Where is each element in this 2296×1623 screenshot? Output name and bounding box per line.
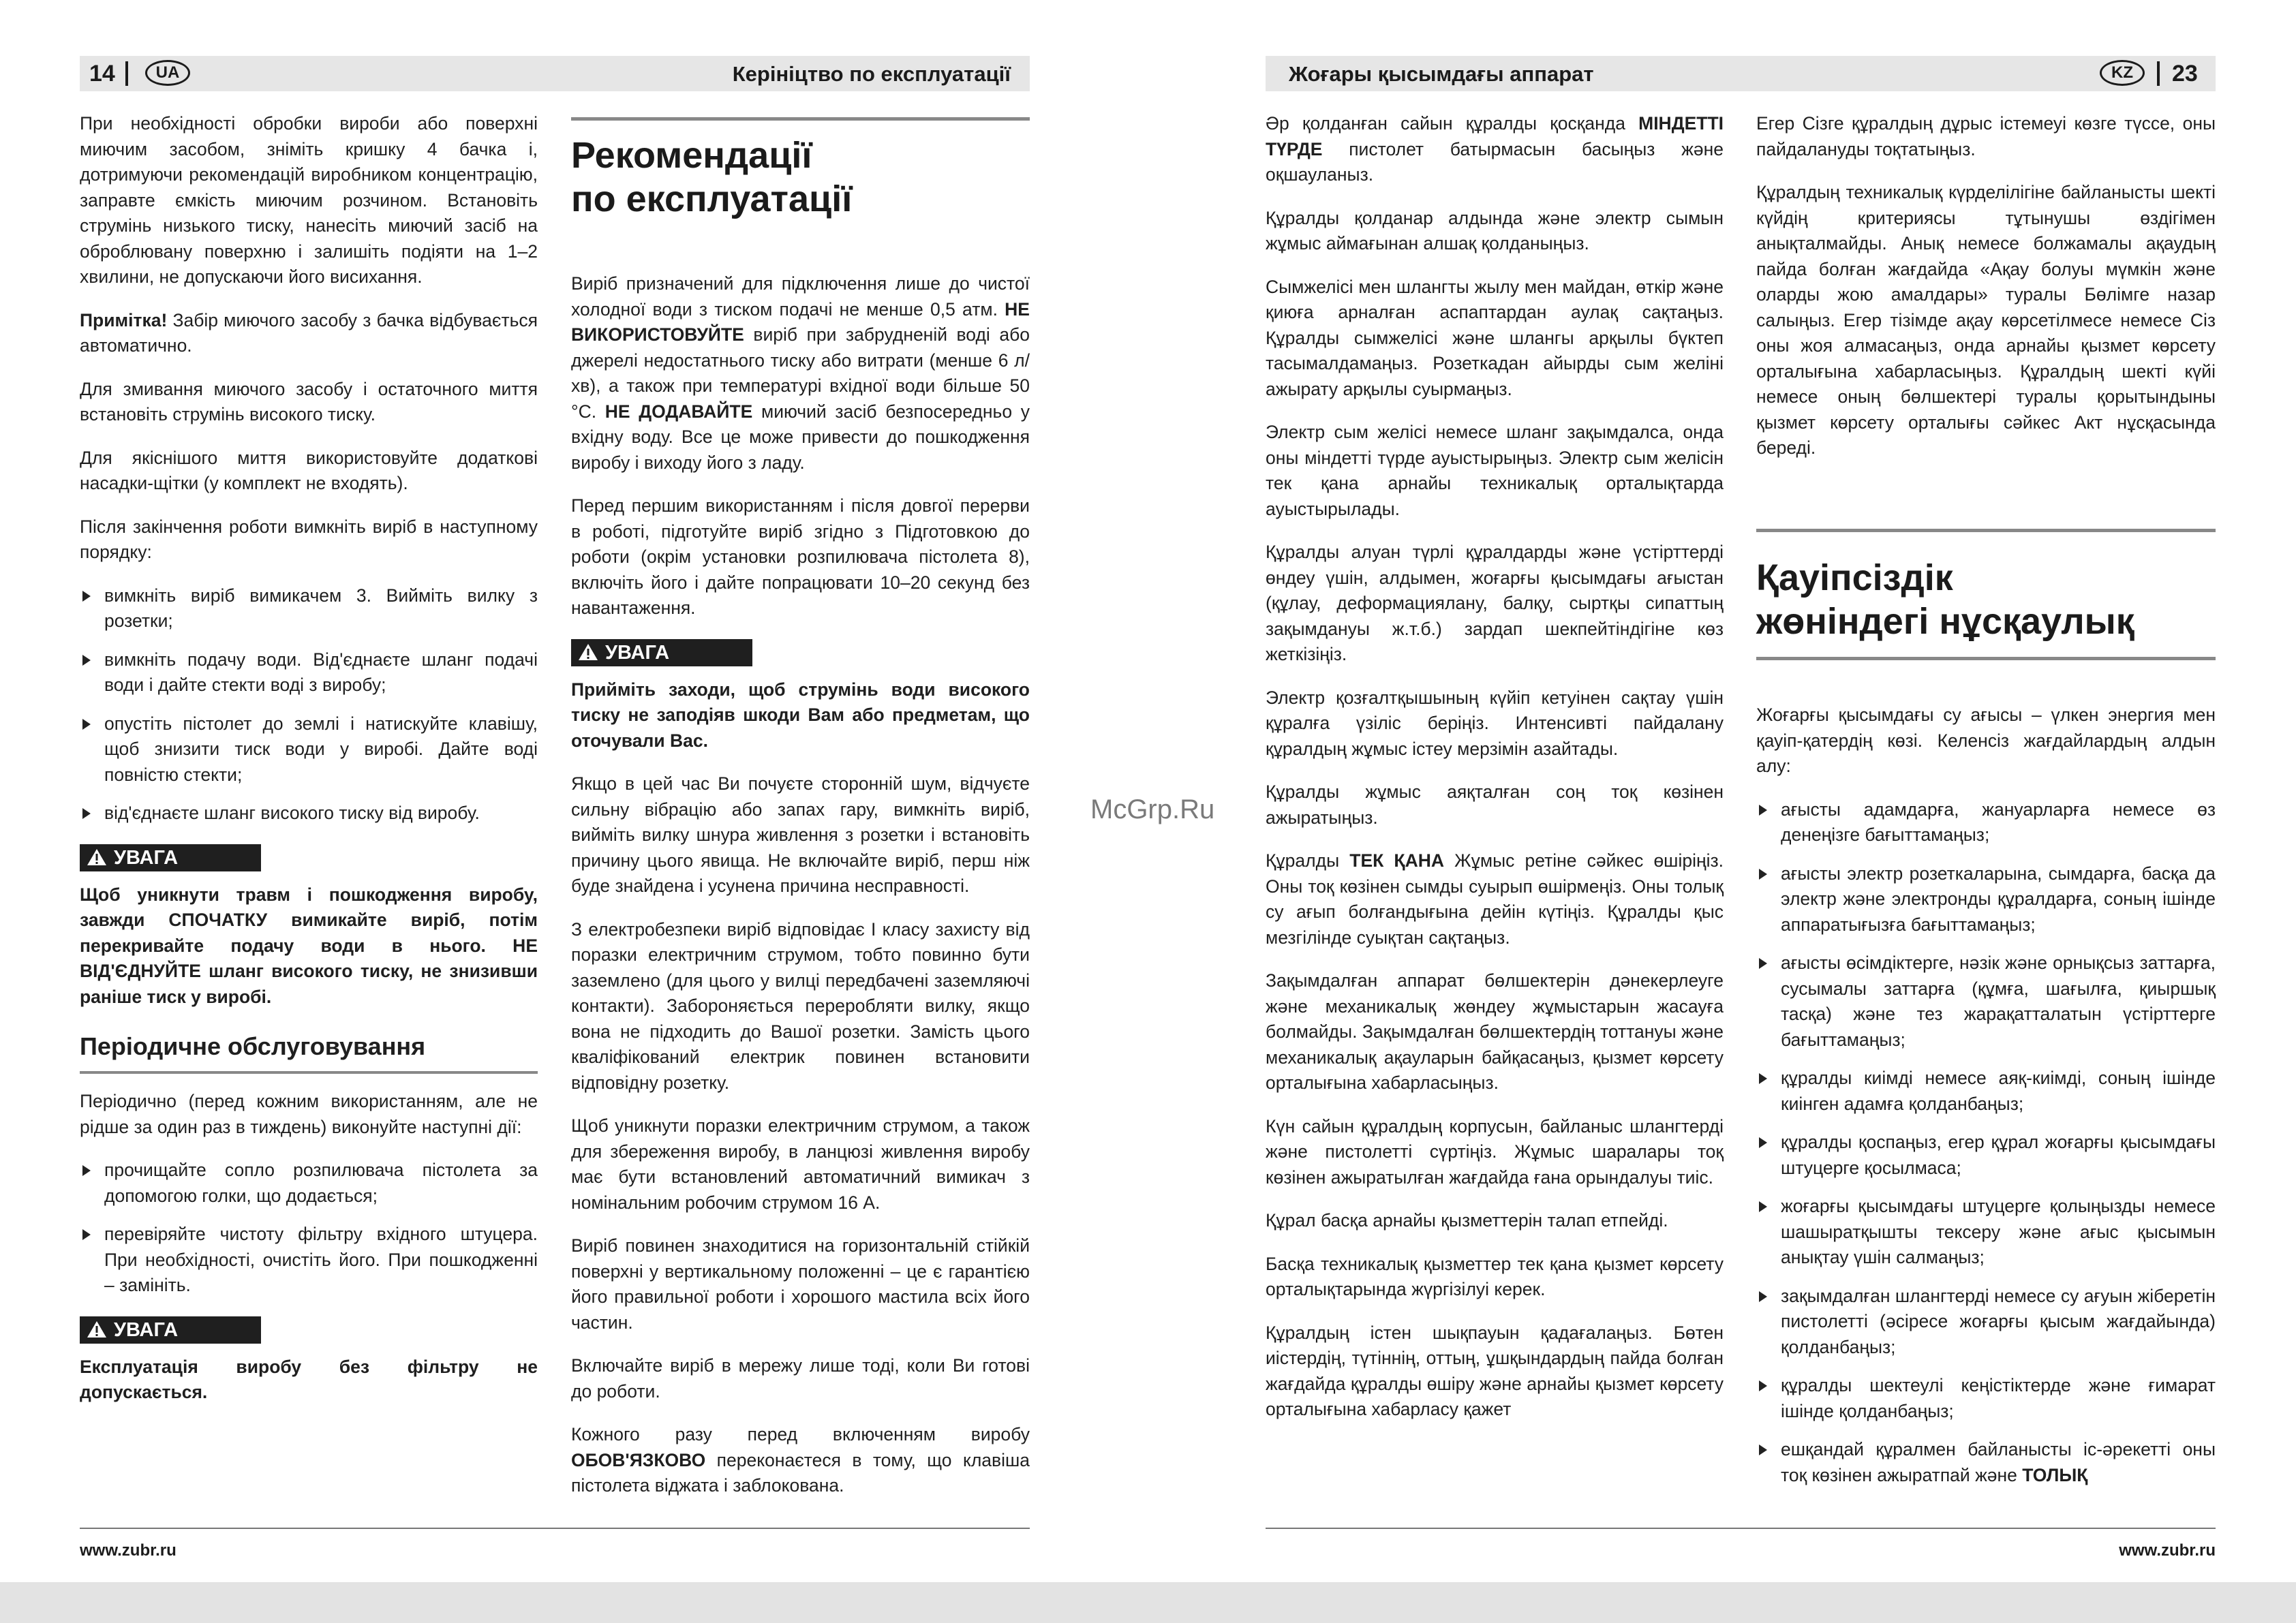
shutdown-steps-list <box>80 583 538 826</box>
section-top-rule <box>1756 529 2216 532</box>
paragraph: Виріб призначений для підключення лише до чистої холодної води з тиском подачі не менше 0,5 атм. НЕ ВИКОРИСТОВУЙТЕ виріб при забрудненій воді або джерелі недостатнього тиску або витрати (менше 6 л/хв), а також при температурі вхідної води більше 50 °С. НЕ ДОДАВАЙТЕ миючий засіб безпосередньо у вхідну воду. Все це може привести до пошкодження виробу і виходу його з ладу. <box>571 273 1030 473</box>
note-label: Примітка! <box>80 309 168 330</box>
list-item: перевіряйте чистоту фільтру вхідного штуцера. При необхідності, очистіть його. При пошкодженні – замініть. <box>80 1222 538 1299</box>
paragraph: Күн сайын құралдың корпусын, байланыс шлангтерді және пистолетті сүртіңіз. Жұмыс шаралары тоқ көзінен ажыратылған жағдайда ғана орындалуы тиіс. <box>1266 1115 1724 1188</box>
arrow-bullet-icon <box>82 591 91 602</box>
lang-badge-ua: UA <box>145 60 190 86</box>
footer-rule <box>80 1528 1030 1529</box>
arrow-bullet-icon <box>82 655 91 666</box>
section-top-rule <box>571 117 1030 121</box>
section-title: Рекомендації по експлуатації <box>571 135 853 219</box>
paragraph: Құралды жұмыс аяқталған соң тоқ көзінен ажыратыңыз. <box>1266 782 1724 828</box>
right-page <box>1148 0 2296 1623</box>
list-item: ешқандай құралмен байланысты іс-әрекетті оны тоқ көзінен ажыратпай және ТОЛЫҚ <box>1756 1437 2216 1488</box>
arrow-bullet-icon <box>82 1165 91 1176</box>
arrow-bullet-icon <box>1759 869 1767 880</box>
paragraph: Кожного разу перед включенням виробу ОБОВ'ЯЗКОВО переконаєтеся в тому, що клавіша пістолета віджата і заблокована. <box>571 1424 1030 1496</box>
footer-rule <box>1266 1528 2216 1529</box>
arrow-bullet-icon <box>1759 1291 1767 1302</box>
maintenance-list <box>80 1158 538 1299</box>
arrow-bullet-icon <box>1759 805 1767 816</box>
paragraph: Сымжелісі мен шлангты жылу мен майдан, өткір және қиюға арналған аспаптардан аулақ сақтаңыз. Құралды сымжелісі және шлангы арқылы бүктеп тасымалдамаңыз. Розеткадан айырды сым желіні ажырату арқылы суырмаңыз. <box>1266 276 1724 399</box>
paragraph: Включайте виріб в мережу лише тоді, коли Ви готові до роботи. <box>571 1355 1030 1402</box>
list-item: опустіть пістолет до землі і натискуйте клавішу, щоб знизити тиск води у виробі. Дайте воді повністю стекти; <box>80 711 538 788</box>
header-divider <box>125 61 128 86</box>
right-page-header <box>1266 56 2216 91</box>
paragraph: Құралды қолданар алдында және электр сымын жұмыс аймағынан алшақ қолданыңыз. <box>1266 207 1724 253</box>
list-item: вимкніть подачу води. Від'єднаєте шланг подачі води і дайте стекти воді з виробу; <box>80 647 538 698</box>
bottom-band <box>0 1582 2296 1623</box>
watermark: McGrp.Ru <box>1090 794 1215 824</box>
right-column-2-safety <box>1756 556 2216 1506</box>
paragraph: Якщо в цей час Ви почуєте сторонній шум, відчуєте сильну вібрацію або запах гару, вимкніть виріб, вийміть вилку шнура живлення з розетки і встановіть причину цього явища. Не включайте виріб, перш ніж буде знайдена і усунена причина несправності. <box>571 773 1030 896</box>
paragraph: Құралдың техникалық күрделілігіне байланысты шекті күйдің критериясы тұтынушы өздігімен анықталмайды. Анық немесе болжамалы ақаудың пайда болған жағдайда «Ақау болуы мүмкін және оларды жою амалдары» туралы Бөлімге назар салыңыз. Егер тізімде ақау көрсетілмесе немесе Сіз оны жоя алмасаңыз, онда арнайы қызмет көрсету орталығына хабарласыңыз. Құралдың шекті күйі немесе оның бөлшектері туралы қорытындыны қызмет көрсету орталығы сәйкес Акт нұсқасында береді. <box>1756 182 2216 458</box>
list-item: құралды киімді немесе аяқ-киімді, соның ішінде киінген адамға қолданбаңыз; <box>1756 1066 2216 1117</box>
paragraph: Құралды алуан түрлі құралдарды және үстірттерді өндеу үшін, алдымен, жоғарғы қысымдағы ағыстан (құлау, деформациялану, балқу, сыртқы сипаттың зақымдануы ж.т.б.) зардап шекпейтіндігіне көз жеткізіңіз. <box>1266 542 1724 664</box>
header-title: Жоғары қысымдағы аппарат <box>1289 62 1594 86</box>
list-item: прочищайте сопло розпилювача пістолета за допомогою голки, що додається; <box>80 1158 538 1209</box>
paragraph: Для якіснішого миття використовуйте додаткові насадки-щітки (у комплект не входять). <box>80 447 538 493</box>
arrow-bullet-icon <box>1759 1380 1767 1391</box>
footer-url[interactable]: www.zubr.ru <box>80 1541 177 1560</box>
paragraph: Для змивання миючого засобу і остаточного миття встановіть струмінь високого тиску. <box>80 378 538 424</box>
warning-text: Прийміть заходи, щоб струмінь води високого тиску не заподіяв шкоди Вам або предметам, що оточували Вас. <box>571 679 1030 751</box>
left-page-header <box>80 56 1030 91</box>
page-number: 23 <box>2172 61 2198 87</box>
paragraph: Құралды ТЕК ҚАНА Жұмыс ретіне сәйкес өшіріңіз. Оны тоқ көзінен сымды суырып өшірмеңіз. Оны толық су ағып болғандығына дейін күтіңіз. Құралды қыс мезгілінде суықтан сақтаңыз. <box>1266 850 1724 948</box>
arrow-bullet-icon <box>1759 1137 1767 1148</box>
warning-label: УВАГА <box>571 639 752 666</box>
paragraph: Після закінчення роботи вимкніть виріб в наступному порядку: <box>80 516 538 562</box>
list-item: ағысты өсімдіктерге, нәзік және орнықсыз заттарға, сусымалы заттарға (құмға, шағылға, қиыршық тасқа) және тез жарақатталатын үстірттерге бағыттамаңыз; <box>1756 950 2216 1053</box>
warning-triangle-icon <box>87 848 107 866</box>
paragraph: Зақымдалған аппарат бөлшектерін дәнекерлеуге және механикалық жөндеу жұмыстарын жасауға болмайды. Зақымдалған бөлшектердің тоттануы және механикалық ақауларын байқасаңыз, қызмет көрсету орталығына хабарласыңыз. <box>1266 970 1724 1093</box>
paragraph: Егер Сізге құралдың дұрыс істемеуі көзге түссе, оны пайдалануды тоқтатыңыз. <box>1756 113 2216 159</box>
warning-label: УВАГА <box>80 1316 261 1344</box>
section-title: Қауіпсіздік жөніндегі нұсқаулық <box>1756 557 2134 642</box>
warning-text: Щоб уникнути травм і пошкодження виробу, завжди СПОЧАТКУ вимикайте виріб, потім перекривайте подачу води в нього. НЕ ВІД'ЄДНУЙТЕ шланг високого тиску, не знизивши раніше тиск у виробі. <box>80 884 538 1007</box>
header-title: Керініцтво по експлуатації <box>732 62 1011 86</box>
arrow-bullet-icon <box>1759 1444 1767 1455</box>
paragraph: При необхідності обробки вироби або поверхні миючим засобом, зніміть кришку 4 бачка і, дотримуючи рекомендацій виробником концентрацію, заправте ємкість миючим розчином. Встановіть струмінь низького тиску, нанесіть миючий засіб на оброблювану поверхню і залишіть подіяти на 1–2 хвилини, не допускаючи його висихання. <box>80 113 538 287</box>
page-number: 14 <box>89 61 115 87</box>
right-column-2 <box>1756 111 2216 479</box>
header-divider <box>2157 61 2160 86</box>
paragraph: Электр сым желісі немесе шланг зақымдалса, онда оны міндетті түрде ауыстырыңыз. Электр сым желісін тек қана арнайы техникалық орталықтарда ауыстырылады. <box>1266 422 1724 519</box>
paragraph: Электр қозғалтқышының күйіп кетуінен сақтау үшін құралға үзіліс беріңіз. Интенсивті пайдалану құралдың жұмыс істеу мерзімін азайтады. <box>1266 687 1724 759</box>
left-column-2 <box>571 134 1030 1517</box>
paragraph: Әр қолданған сайын құралды қосқанда МІНДЕТТІ ТҮРДЕ пистолет батырмасын басыңыз және оқшауланыз. <box>1266 113 1724 185</box>
section-subtitle: Періодичне обслуговування <box>80 1032 538 1074</box>
list-item: құралды қоспаңыз, егер құрал жоғарғы қысымдағы штуцерге қосылмаса; <box>1756 1130 2216 1181</box>
list-item: ағысты адамдарға, жануарларға немесе өз денеңізге бағыттамаңыз; <box>1756 797 2216 848</box>
arrow-bullet-icon <box>82 1229 91 1240</box>
right-column-1 <box>1266 111 1724 1440</box>
safety-list <box>1756 797 2216 1489</box>
paragraph: Щоб уникнути поразки електричним струмом, а також для збереження виробу, в ланцюзі живлення виробу має бути встановлений автоматичний вимикач з номінальним робочим струмом 16 А. <box>571 1115 1030 1213</box>
warning-label: УВАГА <box>80 844 261 871</box>
list-item: жоғарғы қысымдағы штуцерге қолыңызды немесе шашыратқышты тексеру және ағыс қысымын анықтау үшін салмаңыз; <box>1756 1194 2216 1271</box>
paragraph <box>80 308 538 359</box>
warning-triangle-icon <box>578 643 598 661</box>
list-item: вимкніть виріб вимикачем 3. Вийміть вилку з розетки; <box>80 583 538 634</box>
footer-url[interactable]: www.zubr.ru <box>2119 1541 2216 1560</box>
paragraph: Басқа техникалық қызметтер тек қана қызмет көрсету орталықтарында жүргізілуі керек. <box>1266 1253 1724 1299</box>
warning-triangle-icon <box>87 1320 107 1338</box>
left-column-1 <box>80 111 538 1423</box>
list-item: ағысты электр розеткаларына, сымдарға, басқа да электр және электронды құралдарға, соның ішінде аппаратығызға бағыттамаңыз; <box>1756 861 2216 938</box>
arrow-bullet-icon <box>1759 1073 1767 1084</box>
lang-badge-kz: KZ <box>2100 60 2145 86</box>
arrow-bullet-icon <box>1759 958 1767 969</box>
paragraph: Виріб повинен знаходитися на горизонтальній стійкій поверхні у вертикальному положенні – це є гарантією його правильної роботи і хорошого мастила всіх його частин. <box>571 1235 1030 1333</box>
arrow-bullet-icon <box>82 808 91 819</box>
paragraph: Құрал басқа арнайы қызметтерін талап етпейді. <box>1266 1210 1668 1231</box>
arrow-bullet-icon <box>82 719 91 730</box>
warning-text: Експлуатація виробу без фільтру не допускається. <box>80 1356 538 1402</box>
paragraph: Жоғарғы қысымдағы су ағысы – үлкен энергия мен қауіп-қатердің көзі. Келенсіз жағдайлардың алдын алу: <box>1756 705 2216 776</box>
list-item: құралды шектеулі кеңістіктерде және ғимарат ішінде қолданбаңыз; <box>1756 1373 2216 1424</box>
list-item: від'єднаєте шланг високого тиску від виробу. <box>80 801 538 826</box>
paragraph: З електробезпеки виріб відповідає I класу захисту від поразки електричним струмом, тобто повинно бути заземлено (для цього у вилці передбачені заземляючі контакти). Забороняється переробляти вилку, якщо вона не підходить до Вашої розетки. Замість цього кваліфікований електрик повинен встановити відповідну розетку. <box>571 918 1030 1093</box>
paragraph: Құралдың істен шықпауын қадағалаңыз. Бөтен иістердің, түтіннің, оттың, ұшқындардың пайда болған жағдайда құралды өшіру және арнайы қызмет көрсету орталығына хабарласу қажет <box>1266 1322 1724 1419</box>
note-text: Забір миючого засобу з бачка відбувається автоматично. <box>80 309 538 356</box>
paragraph: Перед першим використанням і після довгої перерви в роботі, підготуйте виріб згідно з Підготовкою до роботи (окрім установки розпилювача пістолета 8), включіть його і дайте попрацювати 10–20 секунд без навантаження. <box>571 495 1030 618</box>
list-item: зақымдалған шлангтерді немесе су ағуын жіберетін пистолетті (әсіресе жоғарғы қысым жағдайында) қолданбаңыз; <box>1756 1284 2216 1361</box>
arrow-bullet-icon <box>1759 1201 1767 1212</box>
title-underline <box>1756 653 2216 660</box>
paragraph: Періодично (перед кожним використанням, але не рідше за один раз в тиждень) виконуйте наступні дії: <box>80 1091 538 1137</box>
